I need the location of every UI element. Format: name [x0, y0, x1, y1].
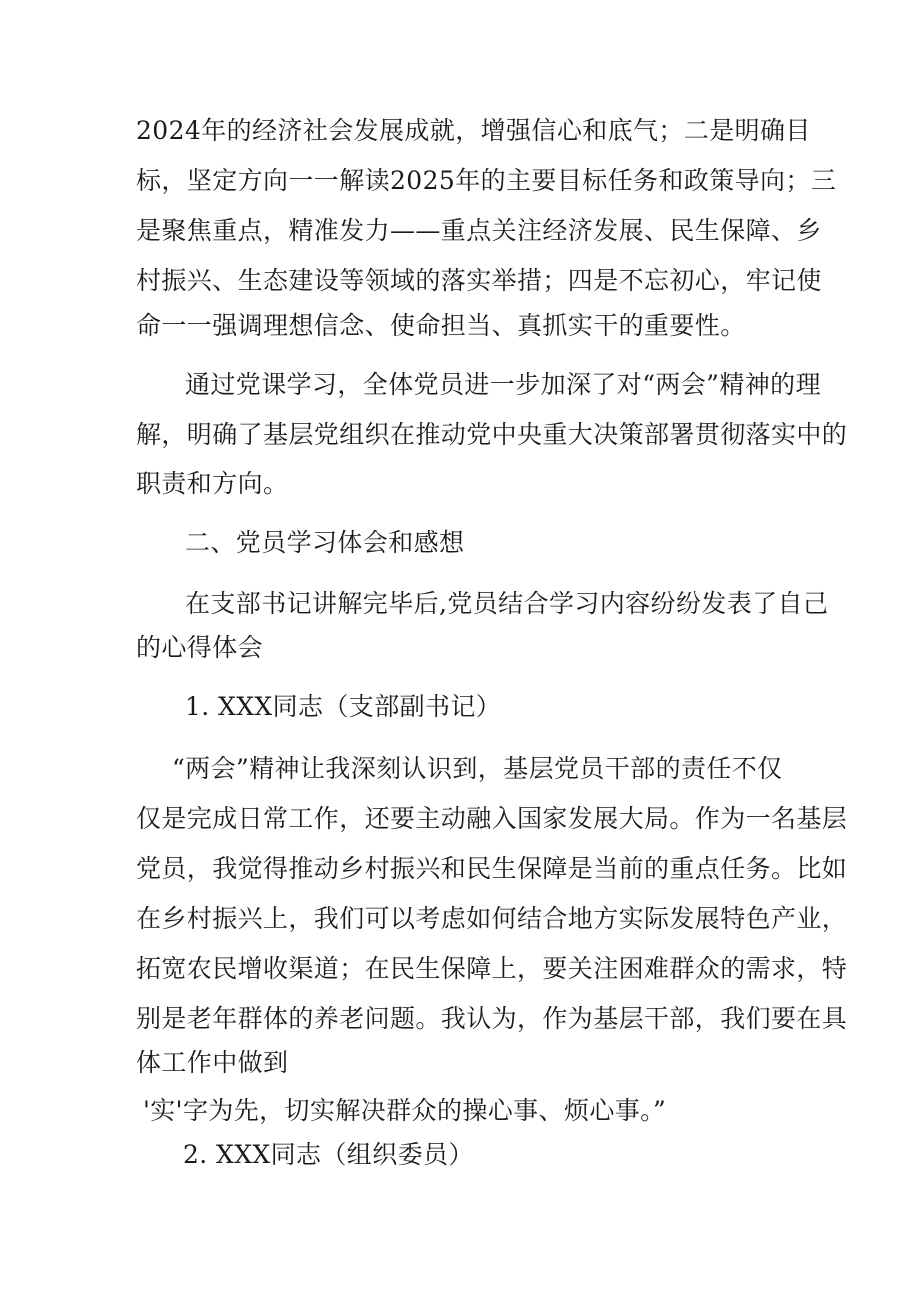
- paragraph-line: 别是老年群体的养老问题。我认为，作为基层干部，我们要在具: [136, 1004, 848, 1033]
- paragraph-line: 党员，我觉得推动乡村振兴和民生保障是当前的重点任务。比如: [136, 854, 848, 883]
- paragraph-line: “两会”精神让我深刻认识到，基层党员干部的责任不仅: [172, 754, 783, 783]
- section-heading: 二、党员学习体会和感想: [185, 528, 465, 557]
- paragraph-line: 解，明确了基层党组织在推动党中央重大决策部署贯彻落实中的: [136, 420, 848, 449]
- paragraph-line: 拓宽农民增收渠道；在民生保障上，要关注困难群众的需求，特: [136, 954, 848, 983]
- paragraph-line: '实'字为先，切实解决群众的操心事、烦心事。”: [143, 1096, 667, 1125]
- paragraph-line: 职责和方向。: [136, 469, 289, 498]
- paragraph-line: 在乡村振兴上，我们可以考虑如何结合地方实际发展特色产业，: [136, 904, 848, 933]
- paragraph-line: 是聚焦重点，精准发力——重点关注经济发展、民生保障、乡: [136, 216, 822, 245]
- paragraph-line: 2024年的经济社会发展成就，增强信心和底气；二是明确目: [136, 116, 811, 145]
- paragraph-line: 村振兴、生态建设等领域的落实举措；四是不忘初心，牢记使: [136, 266, 822, 295]
- paragraph-line: 通过党课学习，全体党员进一步加深了对“两会”精神的理: [185, 370, 821, 399]
- paragraph-line: 标，坚定方向一一解读2025年的主要目标任务和政策导向；三: [136, 166, 837, 195]
- paragraph-line: 仅是完成日常工作，还要主动融入国家发展大局。作为一名基层: [136, 804, 848, 833]
- sub-heading: 2. XXX同志（组织委员）: [183, 1140, 474, 1169]
- paragraph-line: 的心得体会: [136, 633, 264, 662]
- paragraph-line: 体工作中做到: [136, 1048, 289, 1077]
- paragraph-line: 在支部书记讲解完毕后,党员结合学习内容纷纷发表了自己: [185, 589, 829, 618]
- paragraph-line: 命一一强调理想信念、使命担当、真抓实干的重要性。: [136, 311, 746, 340]
- sub-heading: 1. XXX同志（支部副书记）: [185, 692, 502, 721]
